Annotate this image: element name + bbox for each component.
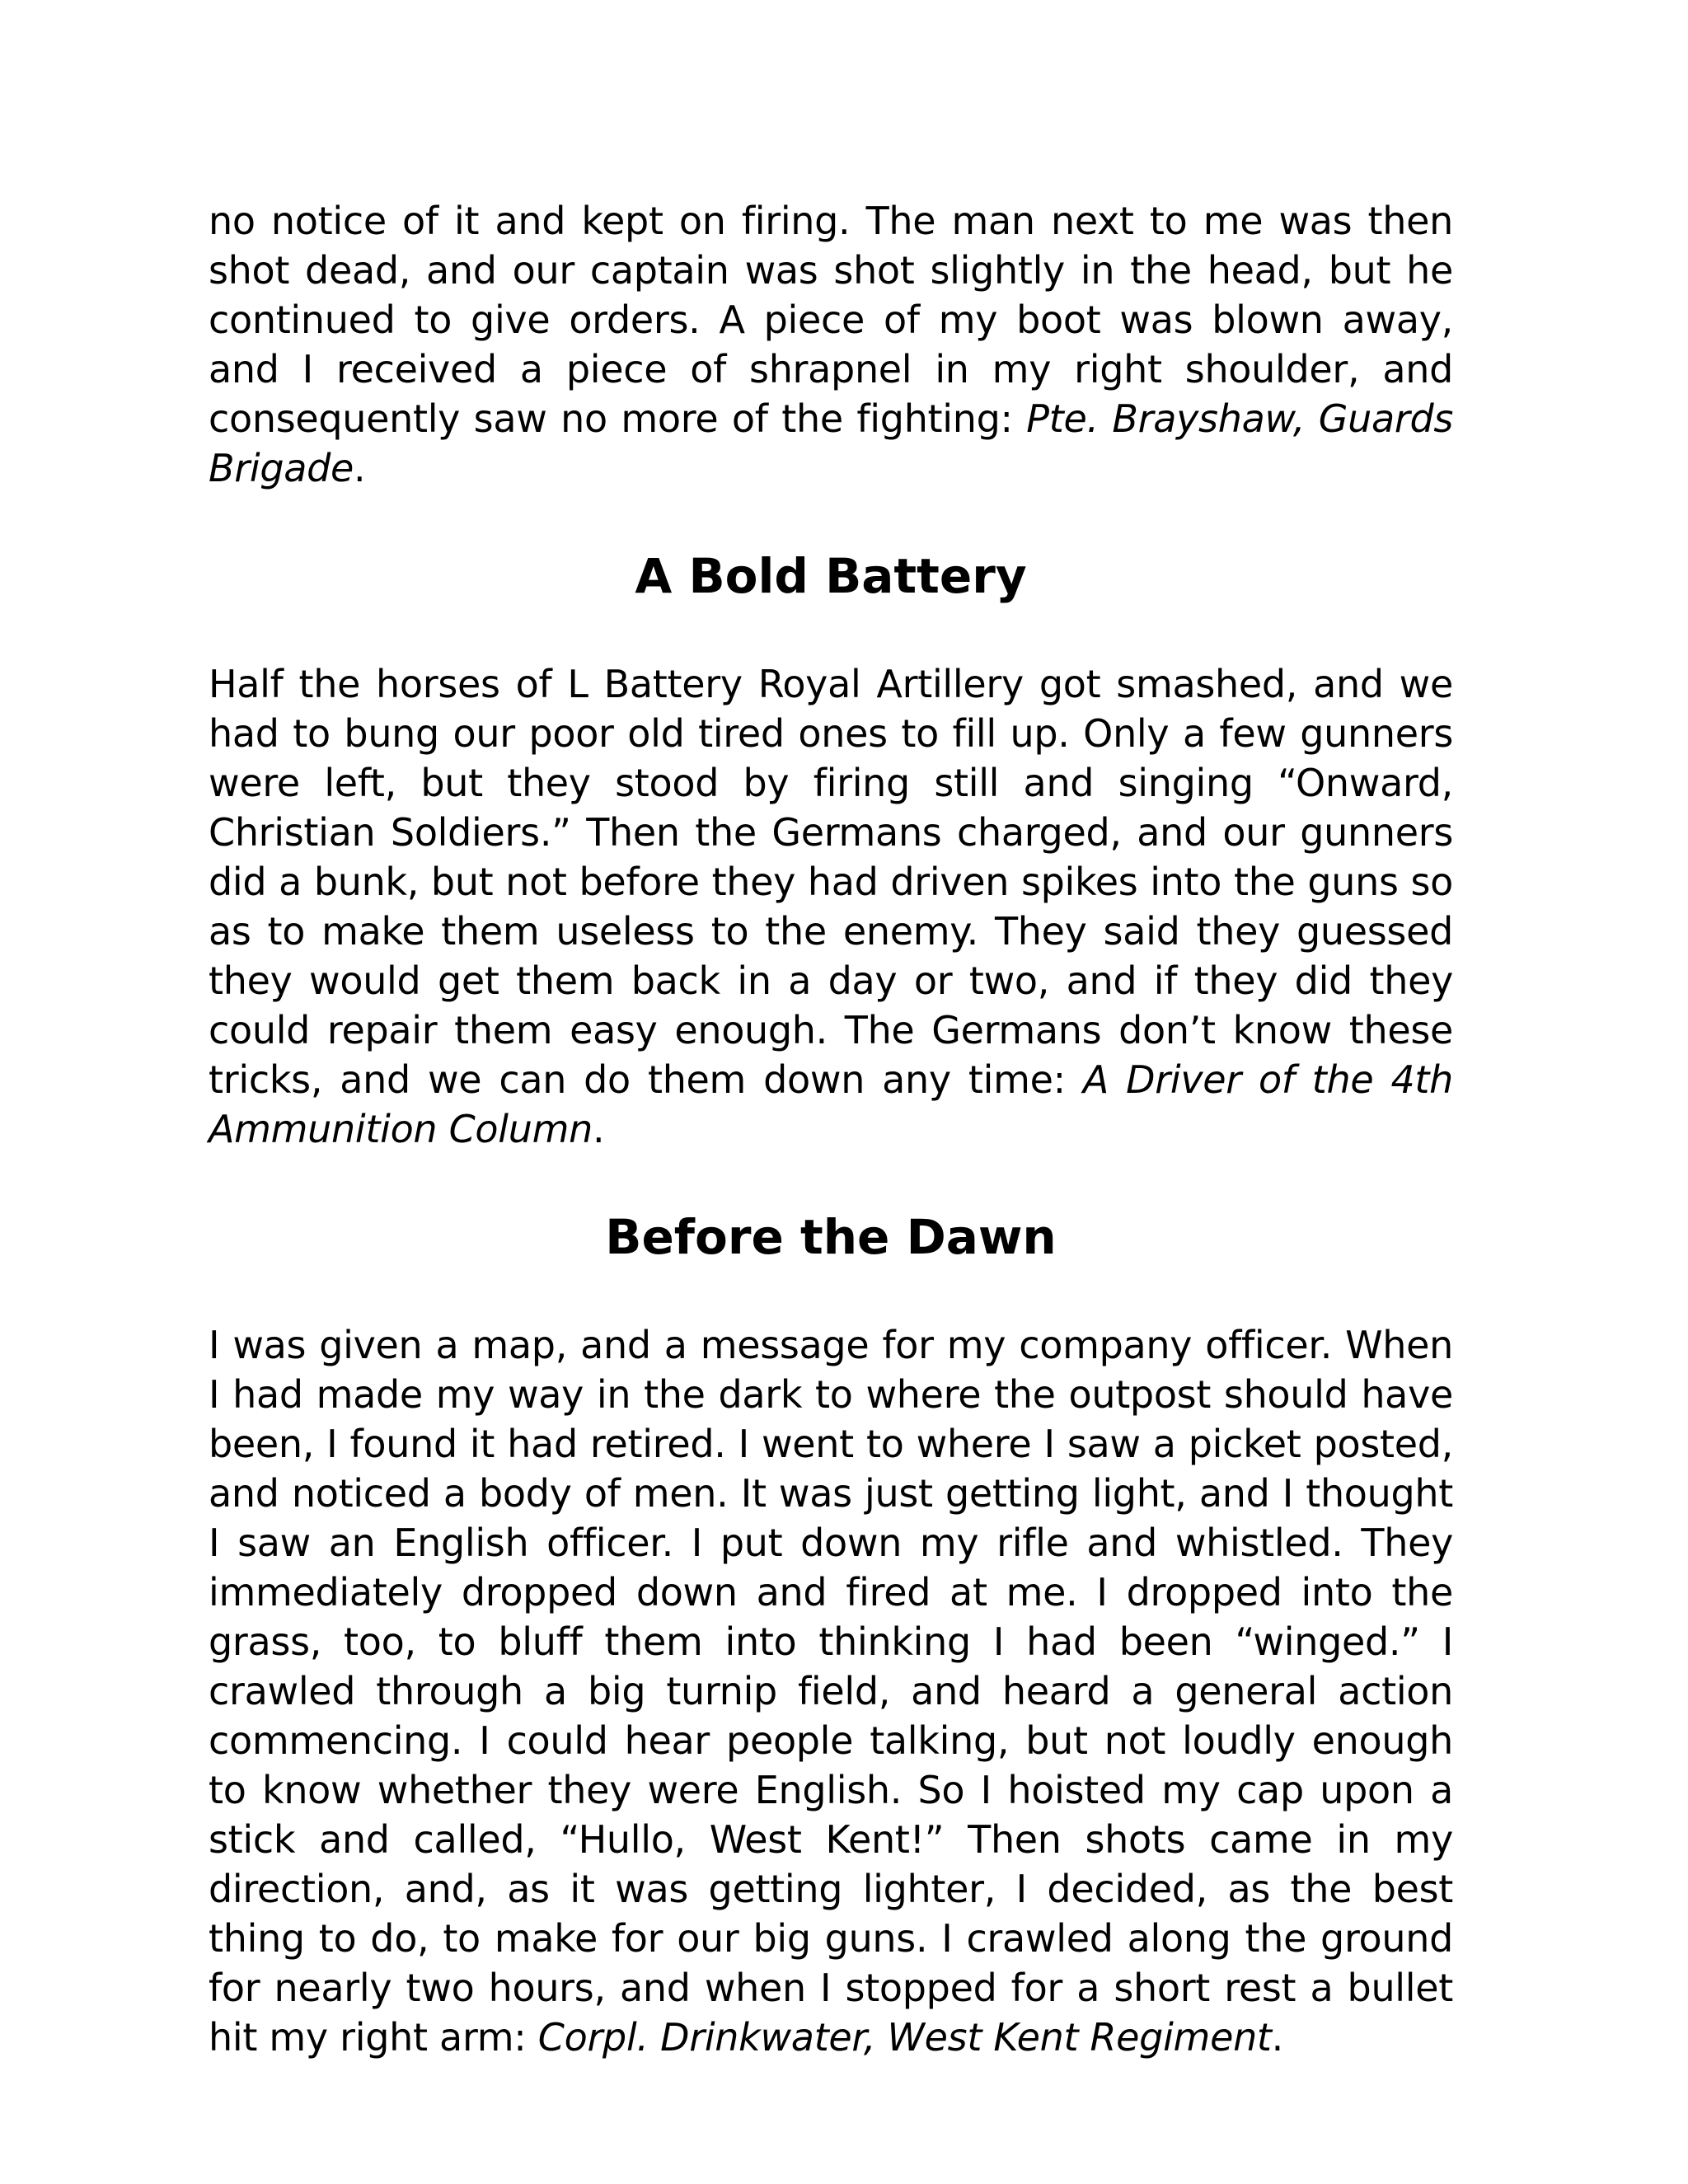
section-heading-bold-battery: A Bold Battery (635, 548, 1027, 604)
paragraph-end: . (592, 1107, 605, 1151)
attribution: Pte. Brayshaw, Guards Brigade (209, 396, 1454, 490)
document-page (209, 196, 1453, 2062)
paragraph-end: . (354, 446, 366, 490)
paragraph-text: Half the horses of L Battery Royal Artillery got smashed, and we had to bung our poor old tired ones to fill up. Only a few gunners were left, but they stood by firing still and singing “Onward, Christian Soldiers.” Then the Germans charged, and our gunners did a bunk, but not before they had driven spikes into the guns so as to make them useless to the enemy. They said they guessed they would get them back in a day or two, and if they did they could repair them easy enough. The Germans don’t know these tricks, and we can do them down any time: (209, 662, 1453, 1102)
paragraph-text: no notice of it and kept on firing. The man next to me was then shot dead, and our captain was shot slightly in the head, but he continued to give orders. A piece of my boot was blown away, and I received a piece of shrapnel in my right shoulder, and consequently saw no more of the fighting: (209, 199, 1453, 441)
attribution: Corpl. Drinkwater, West Kent Regiment (537, 2015, 1272, 2060)
paragraph-before-the-dawn (209, 1320, 1453, 2062)
section-heading-before-the-dawn: Before the Dawn (605, 1209, 1057, 1265)
paragraph-brayshaw (209, 196, 1453, 493)
attribution: A Driver of the 4th Ammunition Column (209, 1057, 1453, 1151)
paragraph-end: . (1271, 2015, 1283, 2060)
paragraph-text: I was given a map, and a message for my company officer. When I had made my way in the dark to where the outpost should have been, I found it had retired. I went to where I saw a picket posted, and noticed a body of men. It was just getting light, and I thought I saw an English officer. I put down my rifle and whistled. They immediately dropped down and fired at me. I dropped into the grass, too, to bluff them into thinking I had been “winged.” I crawled through a big turnip field, and heard a general action commencing. I could hear people talking, but not loudly enough to know whether they were English. So I hoisted my cap upon a stick and called, “Hullo, West Kent!” Then shots came in my direction, and, as it was getting lighter, I decided, as the best thing to do, to make for our big guns. I crawled along the ground for nearly two hours, and when I stopped for a short rest a bullet hit my right arm: (209, 1323, 1453, 2060)
paragraph-bold-battery (209, 659, 1453, 1154)
